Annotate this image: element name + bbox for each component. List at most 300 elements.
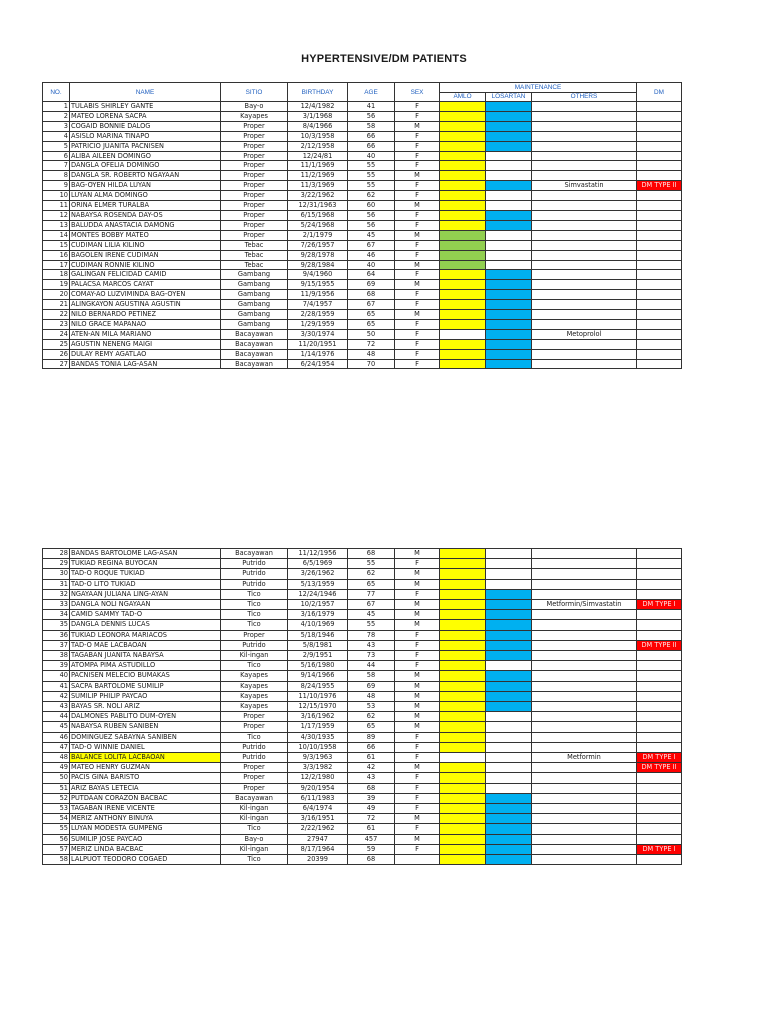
dm-cell xyxy=(637,589,682,599)
col-header-dm: DM xyxy=(637,83,682,102)
sex: M xyxy=(395,620,440,630)
losartan-cell xyxy=(486,310,532,320)
others-cell xyxy=(532,171,637,181)
sex xyxy=(395,855,440,865)
row-number: 16 xyxy=(43,250,70,260)
amlo-cell xyxy=(440,702,486,712)
patient-name: SACPA BARTOLOME SUMILIP xyxy=(70,681,221,691)
losartan-cell xyxy=(486,191,532,201)
others-cell: Metoprolol xyxy=(532,329,637,339)
patient-name: TAD-O LITO TUKIAD xyxy=(70,579,221,589)
row-number: 20 xyxy=(43,290,70,300)
age: 55 xyxy=(348,559,395,569)
table-row xyxy=(43,171,682,181)
birthday: 11/2/1969 xyxy=(288,171,348,181)
patient-name: DALMONES PABLITO DUM-OYEN xyxy=(70,712,221,722)
losartan-cell xyxy=(486,742,532,752)
sex: F xyxy=(395,181,440,191)
patient-name: CAMID SAMMY TAD-O xyxy=(70,610,221,620)
age: 68 xyxy=(348,855,395,865)
row-number: 23 xyxy=(43,319,70,329)
col-header-name: NAME xyxy=(70,83,221,102)
sitio: Kayapes xyxy=(221,111,288,121)
birthday: 5/8/1981 xyxy=(288,640,348,650)
dm-cell xyxy=(637,131,682,141)
dm-cell xyxy=(637,230,682,240)
sex: F xyxy=(395,359,440,369)
losartan-cell xyxy=(486,855,532,865)
row-number: 57 xyxy=(43,844,70,854)
table-row xyxy=(43,742,682,752)
age: 67 xyxy=(348,240,395,250)
table-row xyxy=(43,220,682,230)
dm-cell: DM TYPE I xyxy=(637,844,682,854)
row-number: 51 xyxy=(43,783,70,793)
row-number: 32 xyxy=(43,589,70,599)
age: 61 xyxy=(348,753,395,763)
dm-cell xyxy=(637,569,682,579)
losartan-cell xyxy=(486,579,532,589)
amlo-cell xyxy=(440,280,486,290)
age: 58 xyxy=(348,121,395,131)
sex: M xyxy=(395,702,440,712)
others-cell xyxy=(532,773,637,783)
dm-cell xyxy=(637,310,682,320)
sitio: Proper xyxy=(221,630,288,640)
table-row xyxy=(43,814,682,824)
table-row xyxy=(43,270,682,280)
row-number: 41 xyxy=(43,681,70,691)
dm-cell xyxy=(637,141,682,151)
row-number: 35 xyxy=(43,620,70,630)
table-row xyxy=(43,579,682,589)
birthday: 3/16/1979 xyxy=(288,610,348,620)
sex: M xyxy=(395,569,440,579)
age: 62 xyxy=(348,712,395,722)
sitio: Kil-ingan xyxy=(221,651,288,661)
sitio: Bay-o xyxy=(221,834,288,844)
patient-name: DULAY REMY AGATLAO xyxy=(70,349,221,359)
losartan-cell xyxy=(486,329,532,339)
table-row xyxy=(43,763,682,773)
amlo-cell xyxy=(440,230,486,240)
others-cell xyxy=(532,220,637,230)
table-row xyxy=(43,793,682,803)
table-row xyxy=(43,783,682,793)
losartan-cell xyxy=(486,783,532,793)
sex: F xyxy=(395,640,440,650)
losartan-cell xyxy=(486,220,532,230)
row-number: 12 xyxy=(43,210,70,220)
sitio: Proper xyxy=(221,191,288,201)
dm-cell xyxy=(637,319,682,329)
dm-cell xyxy=(637,280,682,290)
sex: M xyxy=(395,600,440,610)
dm-cell xyxy=(637,111,682,121)
table-row xyxy=(43,111,682,121)
losartan-cell xyxy=(486,151,532,161)
sex: F xyxy=(395,804,440,814)
table-row xyxy=(43,753,682,763)
row-number: 6 xyxy=(43,151,70,161)
amlo-cell xyxy=(440,589,486,599)
row-number: 39 xyxy=(43,661,70,671)
age: 40 xyxy=(348,151,395,161)
age: 41 xyxy=(348,102,395,112)
table-row xyxy=(43,359,682,369)
losartan-cell xyxy=(486,300,532,310)
others-cell xyxy=(532,290,637,300)
dm-cell xyxy=(637,270,682,280)
losartan-cell xyxy=(486,732,532,742)
sex: F xyxy=(395,151,440,161)
row-number: 40 xyxy=(43,671,70,681)
table-row xyxy=(43,620,682,630)
birthday: 2/28/1959 xyxy=(288,310,348,320)
amlo-cell xyxy=(440,814,486,824)
birthday: 11/3/1969 xyxy=(288,181,348,191)
losartan-cell xyxy=(486,270,532,280)
others-cell xyxy=(532,661,637,671)
sex: M xyxy=(395,681,440,691)
birthday: 7/26/1957 xyxy=(288,240,348,250)
losartan-cell xyxy=(486,131,532,141)
losartan-cell xyxy=(486,260,532,270)
table-row xyxy=(43,804,682,814)
others-cell xyxy=(532,671,637,681)
birthday: 1/14/1976 xyxy=(288,349,348,359)
sex: M xyxy=(395,691,440,701)
patient-name: DANGLA DENNIS LUCAS xyxy=(70,620,221,630)
birthday: 9/20/1954 xyxy=(288,783,348,793)
table-row xyxy=(43,691,682,701)
row-number: 55 xyxy=(43,824,70,834)
sex: M xyxy=(395,230,440,240)
row-number: 42 xyxy=(43,691,70,701)
others-cell xyxy=(532,210,637,220)
age: 56 xyxy=(348,111,395,121)
birthday: 5/24/1968 xyxy=(288,220,348,230)
row-number: 5 xyxy=(43,141,70,151)
table-row xyxy=(43,671,682,681)
row-number: 49 xyxy=(43,763,70,773)
birthday: 11/12/1956 xyxy=(288,549,348,559)
amlo-cell xyxy=(440,753,486,763)
patient-name: TUKIAD LEONORA MARIACOS xyxy=(70,630,221,640)
sitio: Putrido xyxy=(221,579,288,589)
dm-cell xyxy=(637,814,682,824)
birthday: 3/16/1962 xyxy=(288,712,348,722)
others-cell xyxy=(532,834,637,844)
amlo-cell xyxy=(440,201,486,211)
age: 89 xyxy=(348,732,395,742)
sitio: Kayapes xyxy=(221,671,288,681)
table-row xyxy=(43,600,682,610)
amlo-cell xyxy=(440,844,486,854)
age: 62 xyxy=(348,569,395,579)
patient-name: ATOMPA PIMA ASTUDILLO xyxy=(70,661,221,671)
row-number: 28 xyxy=(43,549,70,559)
losartan-cell xyxy=(486,844,532,854)
patient-name: BAG-OYEN HILDA LUYAN xyxy=(70,181,221,191)
losartan-cell xyxy=(486,722,532,732)
sitio: Proper xyxy=(221,773,288,783)
dm-cell xyxy=(637,691,682,701)
dm-cell xyxy=(637,102,682,112)
patient-name: PUTDAAN CORAZON BACBAC xyxy=(70,793,221,803)
birthday: 12/15/1970 xyxy=(288,702,348,712)
table-row xyxy=(43,240,682,250)
amlo-cell xyxy=(440,793,486,803)
losartan-cell xyxy=(486,661,532,671)
birthday: 27947 xyxy=(288,834,348,844)
table-row xyxy=(43,349,682,359)
row-number: 54 xyxy=(43,814,70,824)
sex: M xyxy=(395,549,440,559)
age: 67 xyxy=(348,300,395,310)
sex: F xyxy=(395,300,440,310)
others-cell xyxy=(532,783,637,793)
amlo-cell xyxy=(440,300,486,310)
losartan-cell xyxy=(486,201,532,211)
sex: F xyxy=(395,661,440,671)
patient-name: BAGOLEN IRENE CUDIMAN xyxy=(70,250,221,260)
age: 65 xyxy=(348,310,395,320)
sex: M xyxy=(395,310,440,320)
patient-name: ARIZ BAYAS LETECIA xyxy=(70,783,221,793)
birthday: 4/30/1935 xyxy=(288,732,348,742)
row-number: 38 xyxy=(43,651,70,661)
patient-name: TAD-O MAE LACBAOAN xyxy=(70,640,221,650)
losartan-cell xyxy=(486,359,532,369)
sex: M xyxy=(395,260,440,270)
losartan-cell xyxy=(486,804,532,814)
dm-cell xyxy=(637,250,682,260)
patient-name: TAGABAN IRENE VICENTE xyxy=(70,804,221,814)
sitio: Tico xyxy=(221,732,288,742)
age: 55 xyxy=(348,181,395,191)
dm-cell xyxy=(637,559,682,569)
others-cell xyxy=(532,640,637,650)
sex: F xyxy=(395,844,440,854)
others-cell xyxy=(532,651,637,661)
losartan-cell xyxy=(486,280,532,290)
patient-name: PACIS GINA BARISTO xyxy=(70,773,221,783)
table-row xyxy=(43,210,682,220)
amlo-cell xyxy=(440,339,486,349)
sex: F xyxy=(395,141,440,151)
row-number: 26 xyxy=(43,349,70,359)
amlo-cell xyxy=(440,661,486,671)
losartan-cell xyxy=(486,600,532,610)
amlo-cell xyxy=(440,824,486,834)
amlo-cell xyxy=(440,773,486,783)
amlo-cell xyxy=(440,671,486,681)
losartan-cell xyxy=(486,141,532,151)
losartan-cell xyxy=(486,250,532,260)
age: 64 xyxy=(348,270,395,280)
sitio: Gambang xyxy=(221,310,288,320)
sex: M xyxy=(395,671,440,681)
dm-cell xyxy=(637,773,682,783)
col-header-birthday: BIRTHDAY xyxy=(288,83,348,102)
others-cell xyxy=(532,230,637,240)
age: 55 xyxy=(348,161,395,171)
table-row xyxy=(43,712,682,722)
birthday: 2/9/1951 xyxy=(288,651,348,661)
amlo-cell xyxy=(440,610,486,620)
table-row xyxy=(43,280,682,290)
others-cell xyxy=(532,630,637,640)
sex: F xyxy=(395,111,440,121)
row-number: 48 xyxy=(43,753,70,763)
birthday: 20399 xyxy=(288,855,348,865)
sitio: Bacayawan xyxy=(221,793,288,803)
table-row xyxy=(43,151,682,161)
sitio: Gambang xyxy=(221,270,288,280)
table-row xyxy=(43,121,682,131)
dm-cell xyxy=(637,329,682,339)
birthday: 10/2/1957 xyxy=(288,600,348,610)
col-header-amlo: AMLO xyxy=(440,93,486,102)
dm-cell xyxy=(637,171,682,181)
patient-name: DOMINGUEZ SABAYNA SANIBEN xyxy=(70,732,221,742)
table-row xyxy=(43,250,682,260)
losartan-cell xyxy=(486,569,532,579)
patient-name: COGAID BONNIE DALOG xyxy=(70,121,221,131)
patient-name: PATRICIO JUANITA PACNISEN xyxy=(70,141,221,151)
amlo-cell xyxy=(440,210,486,220)
sitio: Proper xyxy=(221,171,288,181)
row-number: 22 xyxy=(43,310,70,320)
losartan-cell xyxy=(486,814,532,824)
row-number: 27 xyxy=(43,359,70,369)
patient-name: NABAYSA RUBEN SANIBEN xyxy=(70,722,221,732)
row-number: 52 xyxy=(43,793,70,803)
dm-cell xyxy=(637,359,682,369)
row-number: 30 xyxy=(43,569,70,579)
patient-name: ALINGKAYON AGUSTINA AGUSTIN xyxy=(70,300,221,310)
others-cell xyxy=(532,742,637,752)
others-cell: Metformin xyxy=(532,753,637,763)
patient-name: BALANCE LOLITA LACBAOAN xyxy=(70,753,221,763)
dm-cell xyxy=(637,220,682,230)
amlo-cell xyxy=(440,141,486,151)
sex: F xyxy=(395,793,440,803)
table-row xyxy=(43,844,682,854)
patient-name: SUMILIP PHILIP PAYCAO xyxy=(70,691,221,701)
sitio: Tico xyxy=(221,855,288,865)
others-cell xyxy=(532,844,637,854)
row-number: 19 xyxy=(43,280,70,290)
sex: F xyxy=(395,329,440,339)
patient-name: TAGABAN JUANITA NABAYSA xyxy=(70,651,221,661)
losartan-cell xyxy=(486,240,532,250)
losartan-cell xyxy=(486,671,532,681)
others-cell xyxy=(532,702,637,712)
patient-name: NGAYAAN JULIANA LING-AYAN xyxy=(70,589,221,599)
table-row xyxy=(43,834,682,844)
sitio: Proper xyxy=(221,763,288,773)
losartan-cell xyxy=(486,834,532,844)
row-number: 10 xyxy=(43,191,70,201)
sitio: Bacayawan xyxy=(221,329,288,339)
others-cell xyxy=(532,141,637,151)
patient-name: ORINA ELMER TURALBA xyxy=(70,201,221,211)
table-row xyxy=(43,702,682,712)
table-row xyxy=(43,300,682,310)
losartan-cell xyxy=(486,824,532,834)
table-row xyxy=(43,339,682,349)
losartan-cell xyxy=(486,102,532,112)
patient-name: CUDIMAN LILIA KILINO xyxy=(70,240,221,250)
row-number: 34 xyxy=(43,610,70,620)
col-header-sitio: SITIO xyxy=(221,83,288,102)
row-number: 44 xyxy=(43,712,70,722)
losartan-cell xyxy=(486,589,532,599)
birthday: 6/24/1954 xyxy=(288,359,348,369)
birthday: 6/4/1974 xyxy=(288,804,348,814)
sex: F xyxy=(395,773,440,783)
sitio: Putrido xyxy=(221,753,288,763)
row-number: 24 xyxy=(43,329,70,339)
sitio: Bacayawan xyxy=(221,339,288,349)
amlo-cell xyxy=(440,569,486,579)
birthday: 11/1/1969 xyxy=(288,161,348,171)
others-cell xyxy=(532,201,637,211)
patient-name: MERIZ ANTHONY BINUYA xyxy=(70,814,221,824)
birthday: 3/3/1982 xyxy=(288,763,348,773)
sex: F xyxy=(395,210,440,220)
sitio: Bacayawan xyxy=(221,349,288,359)
dm-cell xyxy=(637,240,682,250)
age: 78 xyxy=(348,630,395,640)
birthday: 8/17/1964 xyxy=(288,844,348,854)
others-cell xyxy=(532,250,637,260)
sitio: Proper xyxy=(221,151,288,161)
sex: F xyxy=(395,824,440,834)
age: 457 xyxy=(348,834,395,844)
others-cell xyxy=(532,691,637,701)
patient-name: TULABIS SHIRLEY GANTE xyxy=(70,102,221,112)
others-cell xyxy=(532,260,637,270)
table-row xyxy=(43,610,682,620)
sitio: Gambang xyxy=(221,280,288,290)
sitio: Kil-ingan xyxy=(221,804,288,814)
age: 58 xyxy=(348,671,395,681)
losartan-cell xyxy=(486,290,532,300)
dm-cell xyxy=(637,793,682,803)
patients-table-1 xyxy=(42,82,682,369)
col-header-no: NO. xyxy=(43,83,70,102)
age: 48 xyxy=(348,691,395,701)
sitio: Kayapes xyxy=(221,702,288,712)
table-row xyxy=(43,181,682,191)
sex: F xyxy=(395,270,440,280)
age: 70 xyxy=(348,359,395,369)
others-cell xyxy=(532,300,637,310)
sex: F xyxy=(395,783,440,793)
losartan-cell xyxy=(486,111,532,121)
others-cell xyxy=(532,804,637,814)
age: 72 xyxy=(348,339,395,349)
birthday: 3/1/1968 xyxy=(288,111,348,121)
table-row xyxy=(43,329,682,339)
patient-name: ALIBA AILEEN DOMINGO xyxy=(70,151,221,161)
sitio: Tebac xyxy=(221,260,288,270)
sitio: Tebac xyxy=(221,240,288,250)
amlo-cell xyxy=(440,161,486,171)
